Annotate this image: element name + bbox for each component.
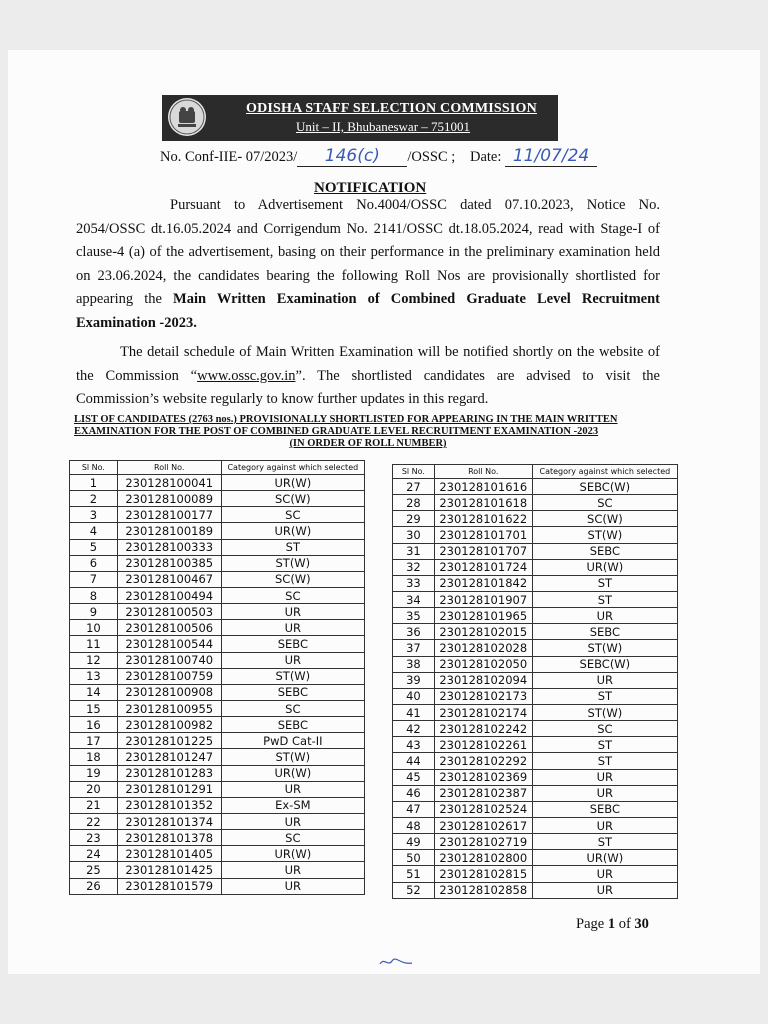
table-row bbox=[393, 608, 678, 624]
roll-no-header: Roll No. bbox=[434, 465, 532, 479]
roll-no-cell: 230128100982 bbox=[117, 717, 221, 733]
sl-no-cell: 2 bbox=[70, 491, 118, 507]
category-cell: ST bbox=[532, 753, 677, 769]
page-total: 30 bbox=[634, 916, 649, 932]
table-row bbox=[393, 769, 678, 785]
sl-no-cell: 19 bbox=[70, 765, 118, 781]
roll-no-cell: 230128102028 bbox=[434, 640, 532, 656]
roll-no-cell: 230128102800 bbox=[434, 850, 532, 866]
roll-no-cell: 230128100955 bbox=[117, 700, 221, 716]
table-row bbox=[70, 846, 365, 862]
table-row bbox=[70, 830, 365, 846]
sl-no-cell: 29 bbox=[393, 511, 435, 527]
table-row bbox=[393, 527, 678, 543]
table-row bbox=[393, 640, 678, 656]
sl-no-header: Sl No. bbox=[70, 461, 118, 475]
table-row bbox=[70, 668, 365, 684]
table-row bbox=[393, 656, 678, 672]
category-cell: SEBC bbox=[532, 801, 677, 817]
roll-no-cell: 230128100494 bbox=[117, 587, 221, 603]
sl-no-cell: 33 bbox=[393, 575, 435, 591]
roll-no-cell: 230128100759 bbox=[117, 668, 221, 684]
table-row bbox=[70, 733, 365, 749]
table-row bbox=[70, 507, 365, 523]
paragraph-2-text-before: The detail schedule of Main Written Examination will be notified shortly on the website of the Commission “ bbox=[76, 344, 660, 384]
table-row bbox=[70, 813, 365, 829]
roll-no-cell: 230128102387 bbox=[434, 785, 532, 801]
table-row bbox=[393, 850, 678, 866]
sl-no-cell: 31 bbox=[393, 543, 435, 559]
sl-no-cell: 7 bbox=[70, 571, 118, 587]
roll-no-cell: 230128102524 bbox=[434, 801, 532, 817]
roll-no-cell: 230128101907 bbox=[434, 591, 532, 607]
roll-no-cell: 230128102858 bbox=[434, 882, 532, 898]
category-cell: UR bbox=[221, 604, 364, 620]
category-cell: UR bbox=[532, 866, 677, 882]
table-row bbox=[70, 491, 365, 507]
sl-no-cell: 25 bbox=[70, 862, 118, 878]
sl-no-cell: 32 bbox=[393, 559, 435, 575]
sl-no-cell: 16 bbox=[70, 717, 118, 733]
roll-no-cell: 230128102261 bbox=[434, 737, 532, 753]
page-mid: of bbox=[615, 916, 635, 932]
roll-no-cell: 230128102242 bbox=[434, 721, 532, 737]
roll-no-cell: 230128102174 bbox=[434, 704, 532, 720]
sl-no-cell: 43 bbox=[393, 737, 435, 753]
organization-name: ODISHA STAFF SELECTION COMMISSION bbox=[246, 101, 537, 116]
roll-no-cell: 230128102094 bbox=[434, 672, 532, 688]
letterhead-banner bbox=[162, 95, 558, 141]
category-cell: UR(W) bbox=[221, 846, 364, 862]
category-cell: ST(W) bbox=[221, 555, 364, 571]
roll-no-cell: 230128101618 bbox=[434, 495, 532, 511]
category-cell: UR bbox=[532, 672, 677, 688]
category-cell: SC bbox=[532, 721, 677, 737]
category-cell: UR bbox=[532, 785, 677, 801]
category-cell: ST(W) bbox=[532, 527, 677, 543]
category-cell: UR bbox=[532, 769, 677, 785]
roll-no-cell: 230128102292 bbox=[434, 753, 532, 769]
sl-no-cell: 49 bbox=[393, 834, 435, 850]
table-row bbox=[70, 604, 365, 620]
roll-no-cell: 230128100740 bbox=[117, 652, 221, 668]
paragraph-1-text: Pursuant to Advertisement No.4004/OSSC dated 07.10.2023, Notice No. 2054/OSSC dt.16.05.2024 and Corrigendum No. 2141/OSSC dt.18.05.2024, read with Stage-I of clause-4 (a) of the advertisement, basing on their performance in the preliminary examination held on 23.06.2024, the candidates bearing the following Roll Nos are provisionally shortlisted for appearing the bbox=[76, 197, 660, 307]
category-cell: UR(W) bbox=[221, 523, 364, 539]
roll-no-cell: 230128101405 bbox=[117, 846, 221, 862]
candidate-table-right bbox=[392, 464, 678, 899]
sl-no-cell: 9 bbox=[70, 604, 118, 620]
category-cell: ST bbox=[532, 834, 677, 850]
roll-no-cell: 230128101707 bbox=[434, 543, 532, 559]
category-cell: UR bbox=[221, 862, 364, 878]
table-row bbox=[393, 591, 678, 607]
roll-no-cell: 230128102050 bbox=[434, 656, 532, 672]
candidate-list-heading bbox=[74, 414, 662, 450]
category-cell: ST(W) bbox=[221, 749, 364, 765]
category-cell: Ex-SM bbox=[221, 797, 364, 813]
sl-no-cell: 50 bbox=[393, 850, 435, 866]
signature-initials bbox=[378, 955, 414, 972]
list-heading-order: (IN ORDER OF ROLL NUMBER) bbox=[289, 438, 447, 449]
category-header: Category against which selected bbox=[532, 465, 677, 479]
table-row bbox=[393, 737, 678, 753]
sl-no-cell: 42 bbox=[393, 721, 435, 737]
category-cell: ST(W) bbox=[532, 704, 677, 720]
roll-no-cell: 230128101701 bbox=[434, 527, 532, 543]
category-cell: SEBC bbox=[532, 624, 677, 640]
sl-no-cell: 38 bbox=[393, 656, 435, 672]
roll-no-cell: 230128102173 bbox=[434, 688, 532, 704]
table-row bbox=[70, 652, 365, 668]
category-cell: UR bbox=[532, 817, 677, 833]
category-cell: ST(W) bbox=[532, 640, 677, 656]
category-cell: ST bbox=[532, 737, 677, 753]
table-row bbox=[393, 511, 678, 527]
category-cell: SC bbox=[221, 830, 364, 846]
page-number bbox=[576, 916, 649, 933]
category-cell: ST bbox=[532, 688, 677, 704]
category-cell: SEBC bbox=[532, 543, 677, 559]
category-cell: ST bbox=[532, 575, 677, 591]
roll-no-cell: 230128101225 bbox=[117, 733, 221, 749]
table-row bbox=[393, 479, 678, 495]
sl-no-cell: 15 bbox=[70, 700, 118, 716]
category-cell: UR bbox=[532, 882, 677, 898]
sl-no-cell: 30 bbox=[393, 527, 435, 543]
table-row bbox=[70, 700, 365, 716]
table-row bbox=[393, 721, 678, 737]
roll-no-cell: 230128101374 bbox=[117, 813, 221, 829]
category-cell: SEBC bbox=[221, 684, 364, 700]
sl-no-cell: 28 bbox=[393, 495, 435, 511]
reference-suffix: /OSSC ; bbox=[407, 149, 456, 165]
category-cell: UR bbox=[532, 608, 677, 624]
sl-no-cell: 24 bbox=[70, 846, 118, 862]
sl-no-cell: 21 bbox=[70, 797, 118, 813]
sl-no-cell: 37 bbox=[393, 640, 435, 656]
table-row bbox=[70, 523, 365, 539]
reference-number bbox=[160, 146, 455, 167]
category-cell: SC bbox=[221, 587, 364, 603]
category-cell: SEBC(W) bbox=[532, 479, 677, 495]
category-cell: SC(W) bbox=[221, 491, 364, 507]
category-cell: UR(W) bbox=[221, 475, 364, 491]
table-row bbox=[70, 878, 365, 894]
roll-no-cell: 230128100544 bbox=[117, 636, 221, 652]
table-row bbox=[393, 543, 678, 559]
table-row bbox=[70, 636, 365, 652]
notification-title: NOTIFICATION bbox=[314, 180, 427, 196]
table-row bbox=[70, 555, 365, 571]
table-header-row bbox=[70, 461, 365, 475]
state-emblem-icon bbox=[168, 98, 206, 136]
sl-no-cell: 35 bbox=[393, 608, 435, 624]
handwritten-reference: 146(c) bbox=[297, 146, 407, 167]
table-row bbox=[70, 475, 365, 491]
sl-no-cell: 12 bbox=[70, 652, 118, 668]
table-row bbox=[393, 495, 678, 511]
table-row bbox=[70, 539, 365, 555]
sl-no-cell: 4 bbox=[70, 523, 118, 539]
website-link[interactable]: www.ossc.gov.in bbox=[197, 367, 296, 384]
table-row bbox=[70, 765, 365, 781]
sl-no-cell: 20 bbox=[70, 781, 118, 797]
list-heading-title: LIST OF CANDIDATES (2763 nos.) PROVISIONALLY SHORTLISTED FOR APPEARING IN THE MAIN WRITTEN EXAMINATION FOR THE POST OF COMBINED GRADUATE LEVEL RECRUITMENT EXAMINATION -2023 bbox=[74, 414, 618, 437]
roll-no-cell: 230128102815 bbox=[434, 866, 532, 882]
category-cell: UR(W) bbox=[532, 559, 677, 575]
table-row bbox=[393, 704, 678, 720]
category-cell: SC(W) bbox=[221, 571, 364, 587]
table-row bbox=[393, 882, 678, 898]
table-row bbox=[393, 575, 678, 591]
sl-no-cell: 1 bbox=[70, 475, 118, 491]
table-row bbox=[393, 672, 678, 688]
notification-paragraph-1 bbox=[76, 194, 660, 335]
roll-no-cell: 230128101247 bbox=[117, 749, 221, 765]
table-row bbox=[393, 688, 678, 704]
table-row bbox=[70, 862, 365, 878]
sl-no-cell: 8 bbox=[70, 587, 118, 603]
roll-no-cell: 230128100089 bbox=[117, 491, 221, 507]
category-cell: SC bbox=[532, 495, 677, 511]
roll-no-cell: 230128100385 bbox=[117, 555, 221, 571]
page-prefix: Page bbox=[576, 916, 608, 932]
roll-no-cell: 230128102617 bbox=[434, 817, 532, 833]
sl-no-cell: 40 bbox=[393, 688, 435, 704]
table-header-row bbox=[393, 465, 678, 479]
category-cell: ST bbox=[221, 539, 364, 555]
table-row bbox=[70, 749, 365, 765]
table-row bbox=[393, 559, 678, 575]
sl-no-cell: 44 bbox=[393, 753, 435, 769]
roll-no-cell: 230128101291 bbox=[117, 781, 221, 797]
sl-no-cell: 3 bbox=[70, 507, 118, 523]
roll-no-cell: 230128101352 bbox=[117, 797, 221, 813]
sl-no-cell: 10 bbox=[70, 620, 118, 636]
category-cell: PwD Cat-II bbox=[221, 733, 364, 749]
roll-no-cell: 230128102719 bbox=[434, 834, 532, 850]
table-row bbox=[393, 801, 678, 817]
sl-no-cell: 52 bbox=[393, 882, 435, 898]
sl-no-cell: 27 bbox=[393, 479, 435, 495]
category-cell: SEBC bbox=[221, 636, 364, 652]
table-row bbox=[70, 684, 365, 700]
table-row bbox=[70, 620, 365, 636]
paragraph-2-text-after: ”. The shortlisted candidates are advised to visit the Commission’s website regularly to know further updates in this regard. bbox=[76, 367, 660, 407]
sl-no-cell: 48 bbox=[393, 817, 435, 833]
sl-no-cell: 17 bbox=[70, 733, 118, 749]
category-cell: SC bbox=[221, 700, 364, 716]
roll-no-cell: 230128101724 bbox=[434, 559, 532, 575]
sl-no-cell: 11 bbox=[70, 636, 118, 652]
roll-no-cell: 230128101965 bbox=[434, 608, 532, 624]
roll-no-cell: 230128100908 bbox=[117, 684, 221, 700]
date-label: Date: bbox=[470, 149, 502, 165]
roll-no-cell: 230128101622 bbox=[434, 511, 532, 527]
category-cell: UR(W) bbox=[221, 765, 364, 781]
sl-no-cell: 51 bbox=[393, 866, 435, 882]
exam-name: Main Written Examination of Combined Graduate Level Recruitment Examination -2023. bbox=[76, 291, 660, 331]
table-row bbox=[70, 587, 365, 603]
roll-no-cell: 230128101842 bbox=[434, 575, 532, 591]
table-row bbox=[70, 797, 365, 813]
reference-prefix: No. Conf-IIE- 07/2023/ bbox=[160, 149, 298, 165]
sl-no-cell: 46 bbox=[393, 785, 435, 801]
sl-no-cell: 6 bbox=[70, 555, 118, 571]
category-cell: UR bbox=[221, 652, 364, 668]
category-cell: UR(W) bbox=[532, 850, 677, 866]
category-cell: SEBC(W) bbox=[532, 656, 677, 672]
category-cell: SC bbox=[221, 507, 364, 523]
roll-no-cell: 230128100503 bbox=[117, 604, 221, 620]
candidate-table-left bbox=[69, 460, 365, 895]
roll-no-cell: 230128101283 bbox=[117, 765, 221, 781]
category-cell: UR bbox=[221, 781, 364, 797]
roll-no-cell: 230128101616 bbox=[434, 479, 532, 495]
sl-no-cell: 39 bbox=[393, 672, 435, 688]
table-row bbox=[70, 781, 365, 797]
sl-no-cell: 45 bbox=[393, 769, 435, 785]
category-cell: ST bbox=[532, 591, 677, 607]
sl-no-cell: 47 bbox=[393, 801, 435, 817]
roll-no-cell: 230128100041 bbox=[117, 475, 221, 491]
roll-no-cell: 230128101425 bbox=[117, 862, 221, 878]
table-row bbox=[70, 571, 365, 587]
sl-no-cell: 34 bbox=[393, 591, 435, 607]
sl-no-cell: 13 bbox=[70, 668, 118, 684]
roll-no-cell: 230128100177 bbox=[117, 507, 221, 523]
table-row bbox=[393, 753, 678, 769]
sl-no-cell: 22 bbox=[70, 813, 118, 829]
organization-address: Unit – II, Bhubaneswar – 751001 bbox=[296, 119, 471, 134]
sl-no-cell: 18 bbox=[70, 749, 118, 765]
roll-no-header: Roll No. bbox=[117, 461, 221, 475]
table-row bbox=[393, 834, 678, 850]
category-cell: UR bbox=[221, 813, 364, 829]
roll-no-cell: 230128100189 bbox=[117, 523, 221, 539]
sl-no-cell: 41 bbox=[393, 704, 435, 720]
table-row bbox=[393, 624, 678, 640]
category-cell: ST(W) bbox=[221, 668, 364, 684]
sl-no-cell: 14 bbox=[70, 684, 118, 700]
sl-no-header: Sl No. bbox=[393, 465, 435, 479]
category-cell: UR bbox=[221, 878, 364, 894]
category-cell: UR bbox=[221, 620, 364, 636]
sl-no-cell: 26 bbox=[70, 878, 118, 894]
sl-no-cell: 23 bbox=[70, 830, 118, 846]
table-row bbox=[70, 717, 365, 733]
roll-no-cell: 230128101378 bbox=[117, 830, 221, 846]
category-cell: SC(W) bbox=[532, 511, 677, 527]
table-row bbox=[393, 817, 678, 833]
roll-no-cell: 230128100333 bbox=[117, 539, 221, 555]
handwritten-date: 11/07/24 bbox=[505, 146, 597, 167]
category-header: Category against which selected bbox=[221, 461, 364, 475]
sl-no-cell: 5 bbox=[70, 539, 118, 555]
sl-no-cell: 36 bbox=[393, 624, 435, 640]
roll-no-cell: 230128102015 bbox=[434, 624, 532, 640]
roll-no-cell: 230128100467 bbox=[117, 571, 221, 587]
table-row bbox=[393, 785, 678, 801]
roll-no-cell: 230128100506 bbox=[117, 620, 221, 636]
table-row bbox=[393, 866, 678, 882]
roll-no-cell: 230128102369 bbox=[434, 769, 532, 785]
roll-no-cell: 230128101579 bbox=[117, 878, 221, 894]
notification-paragraph-2 bbox=[76, 341, 660, 412]
reference-date bbox=[470, 146, 597, 167]
page-current: 1 bbox=[607, 916, 616, 932]
category-cell: SEBC bbox=[221, 717, 364, 733]
